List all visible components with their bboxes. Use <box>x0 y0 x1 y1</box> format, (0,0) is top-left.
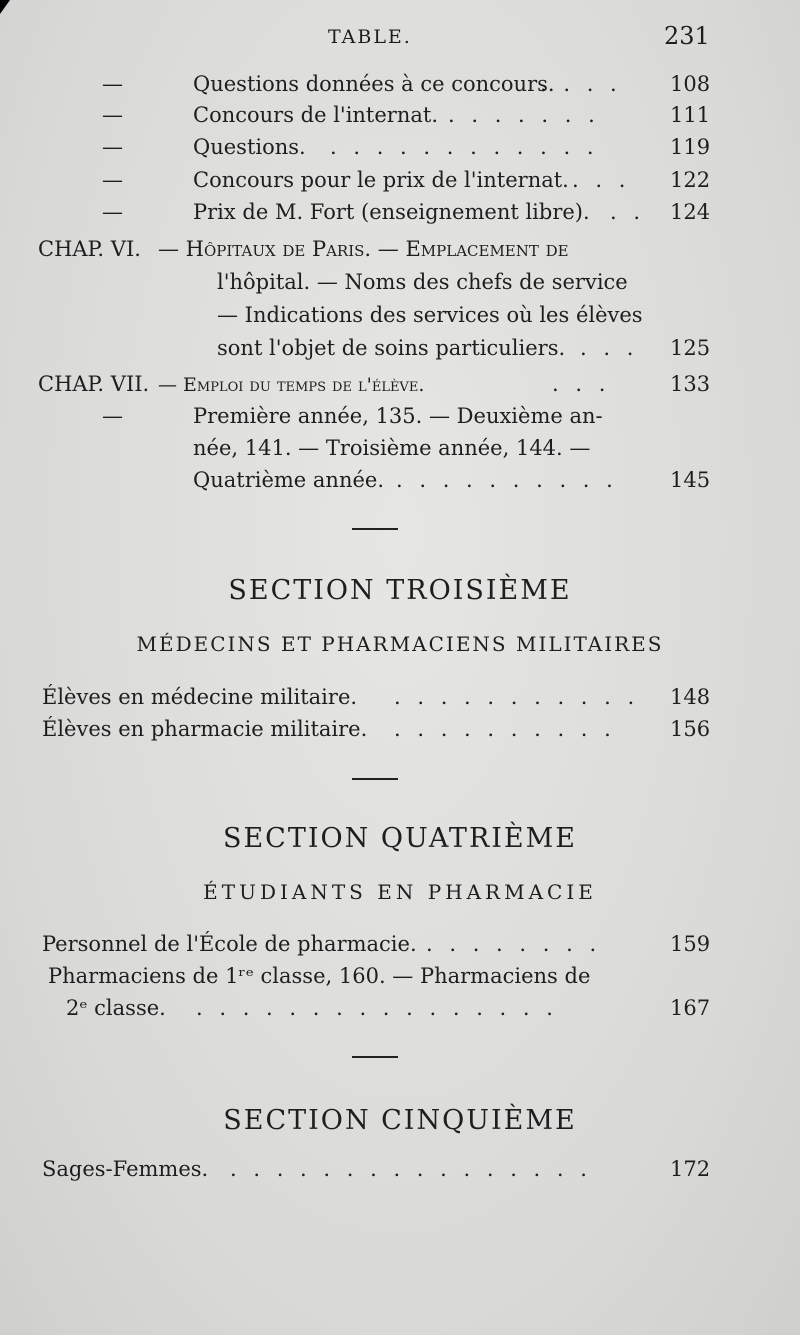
leader-dots: . . . . . . . <box>448 103 600 127</box>
toc-entry <box>0 1157 800 1187</box>
entry-page: 156 <box>670 717 711 741</box>
toc-entry <box>0 932 800 962</box>
chapter-text: Première année, 135. — Deuxième an- <box>193 404 603 428</box>
entry-dash: — <box>102 404 123 428</box>
entry-dash: — <box>102 72 123 96</box>
section-4-subheading: ÉTUDIANTS EN PHARMACIE <box>203 880 597 904</box>
entry-dash: — <box>102 200 123 224</box>
entry-page: 172 <box>670 1157 711 1181</box>
entry-dash: — <box>102 103 123 127</box>
leader-dots: . . . . . . . . . . . . <box>330 135 599 159</box>
page-header <box>0 22 800 52</box>
entry-page: 148 <box>670 685 711 709</box>
toc-entry <box>0 200 800 230</box>
toc-entry <box>0 685 800 715</box>
entry-title: Questions données à ce concours. <box>193 72 555 96</box>
toc-entry <box>0 103 800 133</box>
entry-page: 111 <box>670 103 711 127</box>
leader-dots: . . . . . . . . . . <box>394 717 616 741</box>
leader-dots: . . . . . . . . . . . . . . . . <box>230 1157 592 1181</box>
chapter-title: — Emploi du temps de l'élève. <box>158 374 425 396</box>
entry-title: Questions. <box>193 135 306 159</box>
entry-page: 159 <box>670 932 711 956</box>
entry-page: 119 <box>670 135 711 159</box>
leader-dots: . . . . . . . . <box>426 932 602 956</box>
chapter-label: CHAP. VI. <box>38 237 141 261</box>
chapter-line <box>0 303 800 333</box>
chapter-line <box>0 270 800 300</box>
leader-dots: . . <box>610 200 646 224</box>
chapter-title: — Hôpitaux de Paris. — Emplacement de <box>158 237 569 261</box>
entry-page: 108 <box>670 72 711 96</box>
chapter-text: Quatrième année. <box>193 468 384 492</box>
section-divider <box>352 778 398 780</box>
toc-entry <box>0 996 800 1026</box>
toc-entry <box>0 168 800 198</box>
chapter-text: — Indications des services où les élèves <box>217 303 643 327</box>
section-3-subheading: MÉDECINS ET PHARMACIENS MILITAIRES <box>136 632 664 656</box>
section-4-heading: SECTION QUATRIÈME <box>222 823 578 854</box>
chapter-line <box>0 237 800 267</box>
chapter-text: l'hôpital. — Noms des chefs de service <box>217 270 628 294</box>
entry-title: Prix de M. Fort (enseignement libre). <box>193 200 590 224</box>
entry-title: 2ᵉ classe. <box>66 996 166 1020</box>
entry-page: 125 <box>670 336 711 360</box>
page-corner-mark <box>0 0 10 14</box>
toc-entry <box>0 717 800 747</box>
leader-dots: . . . <box>580 336 639 360</box>
chapter-line <box>0 468 800 498</box>
entry-title: Sages-Femmes. <box>42 1157 209 1181</box>
chapter-line <box>0 436 800 466</box>
entry-title: Pharmaciens de 1ʳᵉ classe, 160. — Pharmaciens de <box>48 964 591 988</box>
leader-dots: . . . . . . . . . . . . . . . . <box>196 996 558 1020</box>
toc-entry <box>0 135 800 165</box>
section-5-heading: SECTION CINQUIÈME <box>223 1105 577 1136</box>
chapter-line <box>0 336 800 366</box>
toc-entry <box>0 964 800 994</box>
leader-dots: . . . . <box>540 72 622 96</box>
entry-page: 133 <box>670 372 711 396</box>
entry-title: Concours pour le prix de l'internat. <box>193 168 569 192</box>
chapter-text: née, 141. — Troisième année, 144. — <box>193 436 591 460</box>
section-3-heading: SECTION TROISIÈME <box>228 575 572 606</box>
leader-dots: . . . <box>552 372 611 396</box>
chapter-text: sont l'objet de soins particuliers. <box>217 336 566 360</box>
page-number: 231 <box>664 22 710 50</box>
entry-page: 145 <box>670 468 711 492</box>
chapter-line <box>0 372 800 402</box>
entry-title: Personnel de l'École de pharmacie. <box>42 932 417 956</box>
entry-page: 167 <box>670 996 711 1020</box>
entry-dash: — <box>102 135 123 159</box>
chapter-label: CHAP. VII. <box>38 372 150 396</box>
entry-title: Élèves en pharmacie militaire. <box>42 717 368 741</box>
entry-page: 122 <box>670 168 711 192</box>
leader-dots: . . . . . . . . . . <box>396 468 618 492</box>
leader-dots: . . . . . . . . . . . <box>394 685 640 709</box>
chapter-line <box>0 404 800 434</box>
section-divider <box>352 528 398 530</box>
entry-page: 124 <box>670 200 711 224</box>
section-divider <box>352 1056 398 1058</box>
entry-dash: — <box>102 168 123 192</box>
entry-title: Concours de l'internat. <box>193 103 438 127</box>
running-title: TABLE. <box>328 26 412 48</box>
leader-dots: . . . <box>572 168 631 192</box>
toc-entry <box>0 72 800 102</box>
entry-title: Élèves en médecine militaire. <box>42 685 358 709</box>
